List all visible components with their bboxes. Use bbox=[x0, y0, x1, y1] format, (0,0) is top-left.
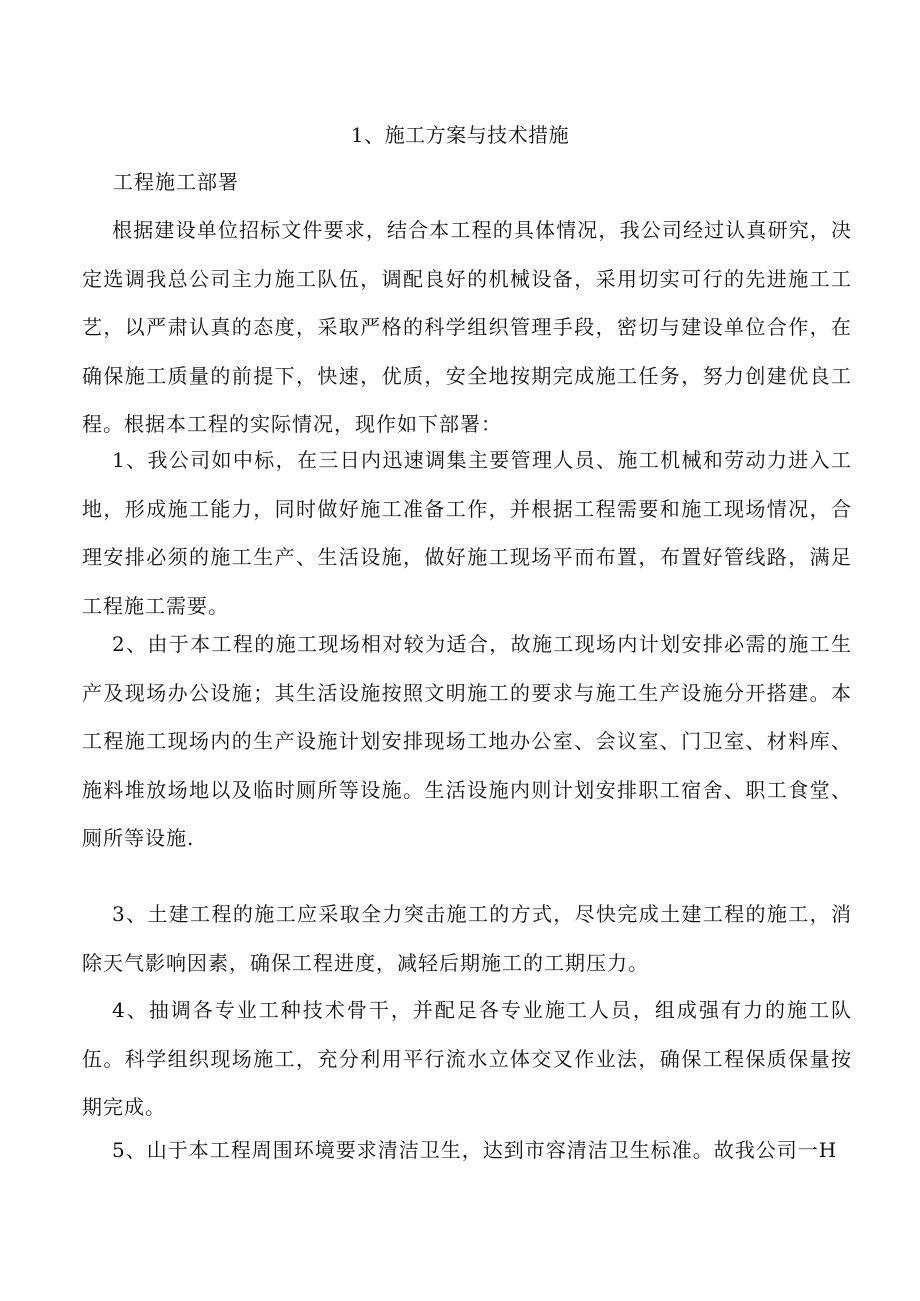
paragraph-item-1 bbox=[82, 436, 852, 630]
paragraph-item-1-text: 1、我公司如中标，在三日内迅速调集主要管理人员、施工机械和劳动力进入工地，形成施工能力，同时做好施工准备工作，并根据工程需要和施工现场情况，合理安排必须的施工生产、生活设施，做好施工现场平而布置，布置好管线路，满足工程施工需要。 bbox=[82, 448, 852, 618]
paragraph-item-2-text: 2、由于本工程的施工现场相对较为适合，故施工现场内计划安排必需的施工生产及现场办公设施；其生活设施按照文明施工的要求与施工生产设施分开搭建。本工程施工现场内的生产设施计划安排现场工地办公室、会议室、门卫室、材料库、施料堆放场地以及临时厕所等设施。生活设施内则计划安排职工宿舍、职工食堂、厕所等设施. bbox=[82, 632, 852, 851]
paragraph-item-5 bbox=[82, 1126, 852, 1175]
paragraph-item-4 bbox=[82, 986, 852, 1132]
paragraph-item-5-text: 5、山于本工程周围环境要求清洁卫生，达到市容清洁卫生标准。故我公司一H bbox=[112, 1138, 838, 1162]
paragraph-item-3-text: 3、土建工程的施工应采取全力突击施工的方式，尽快完成土建工程的施工，消除天气影响因素，确保工程进度，减轻后期施工的工期压力。 bbox=[82, 902, 852, 975]
section-heading: 工程施工部署 bbox=[113, 170, 239, 194]
paragraph-item-2 bbox=[82, 620, 852, 863]
paragraph-item-3 bbox=[82, 890, 852, 987]
paragraph-intro bbox=[82, 206, 852, 449]
document-title: 1、施工方案与技术措施 bbox=[350, 123, 570, 147]
paragraph-intro-text: 根据建设单位招标文件要求，结合本工程的具体情况，我公司经过认真研究，决定选调我总公司主力施工队伍，调配良好的机械设备，采用切实可行的先进施工工艺，以严肃认真的态度，采取严格的科学组织管理手段，密切与建设单位合作，在确保施工质量的前提下，快速，优质，安全地按期完成施工任务，努力创建优良工程。根据本工程的实际情况，现作如下部署： bbox=[82, 218, 852, 437]
paragraph-item-4-text: 4、抽调各专业工种技术骨干，并配足各专业施工人员，组成强有力的施工队伍。科学组织现场施工，充分利用平行流水立体交叉作业法，确保工程保质保量按期完成。 bbox=[82, 998, 852, 1120]
